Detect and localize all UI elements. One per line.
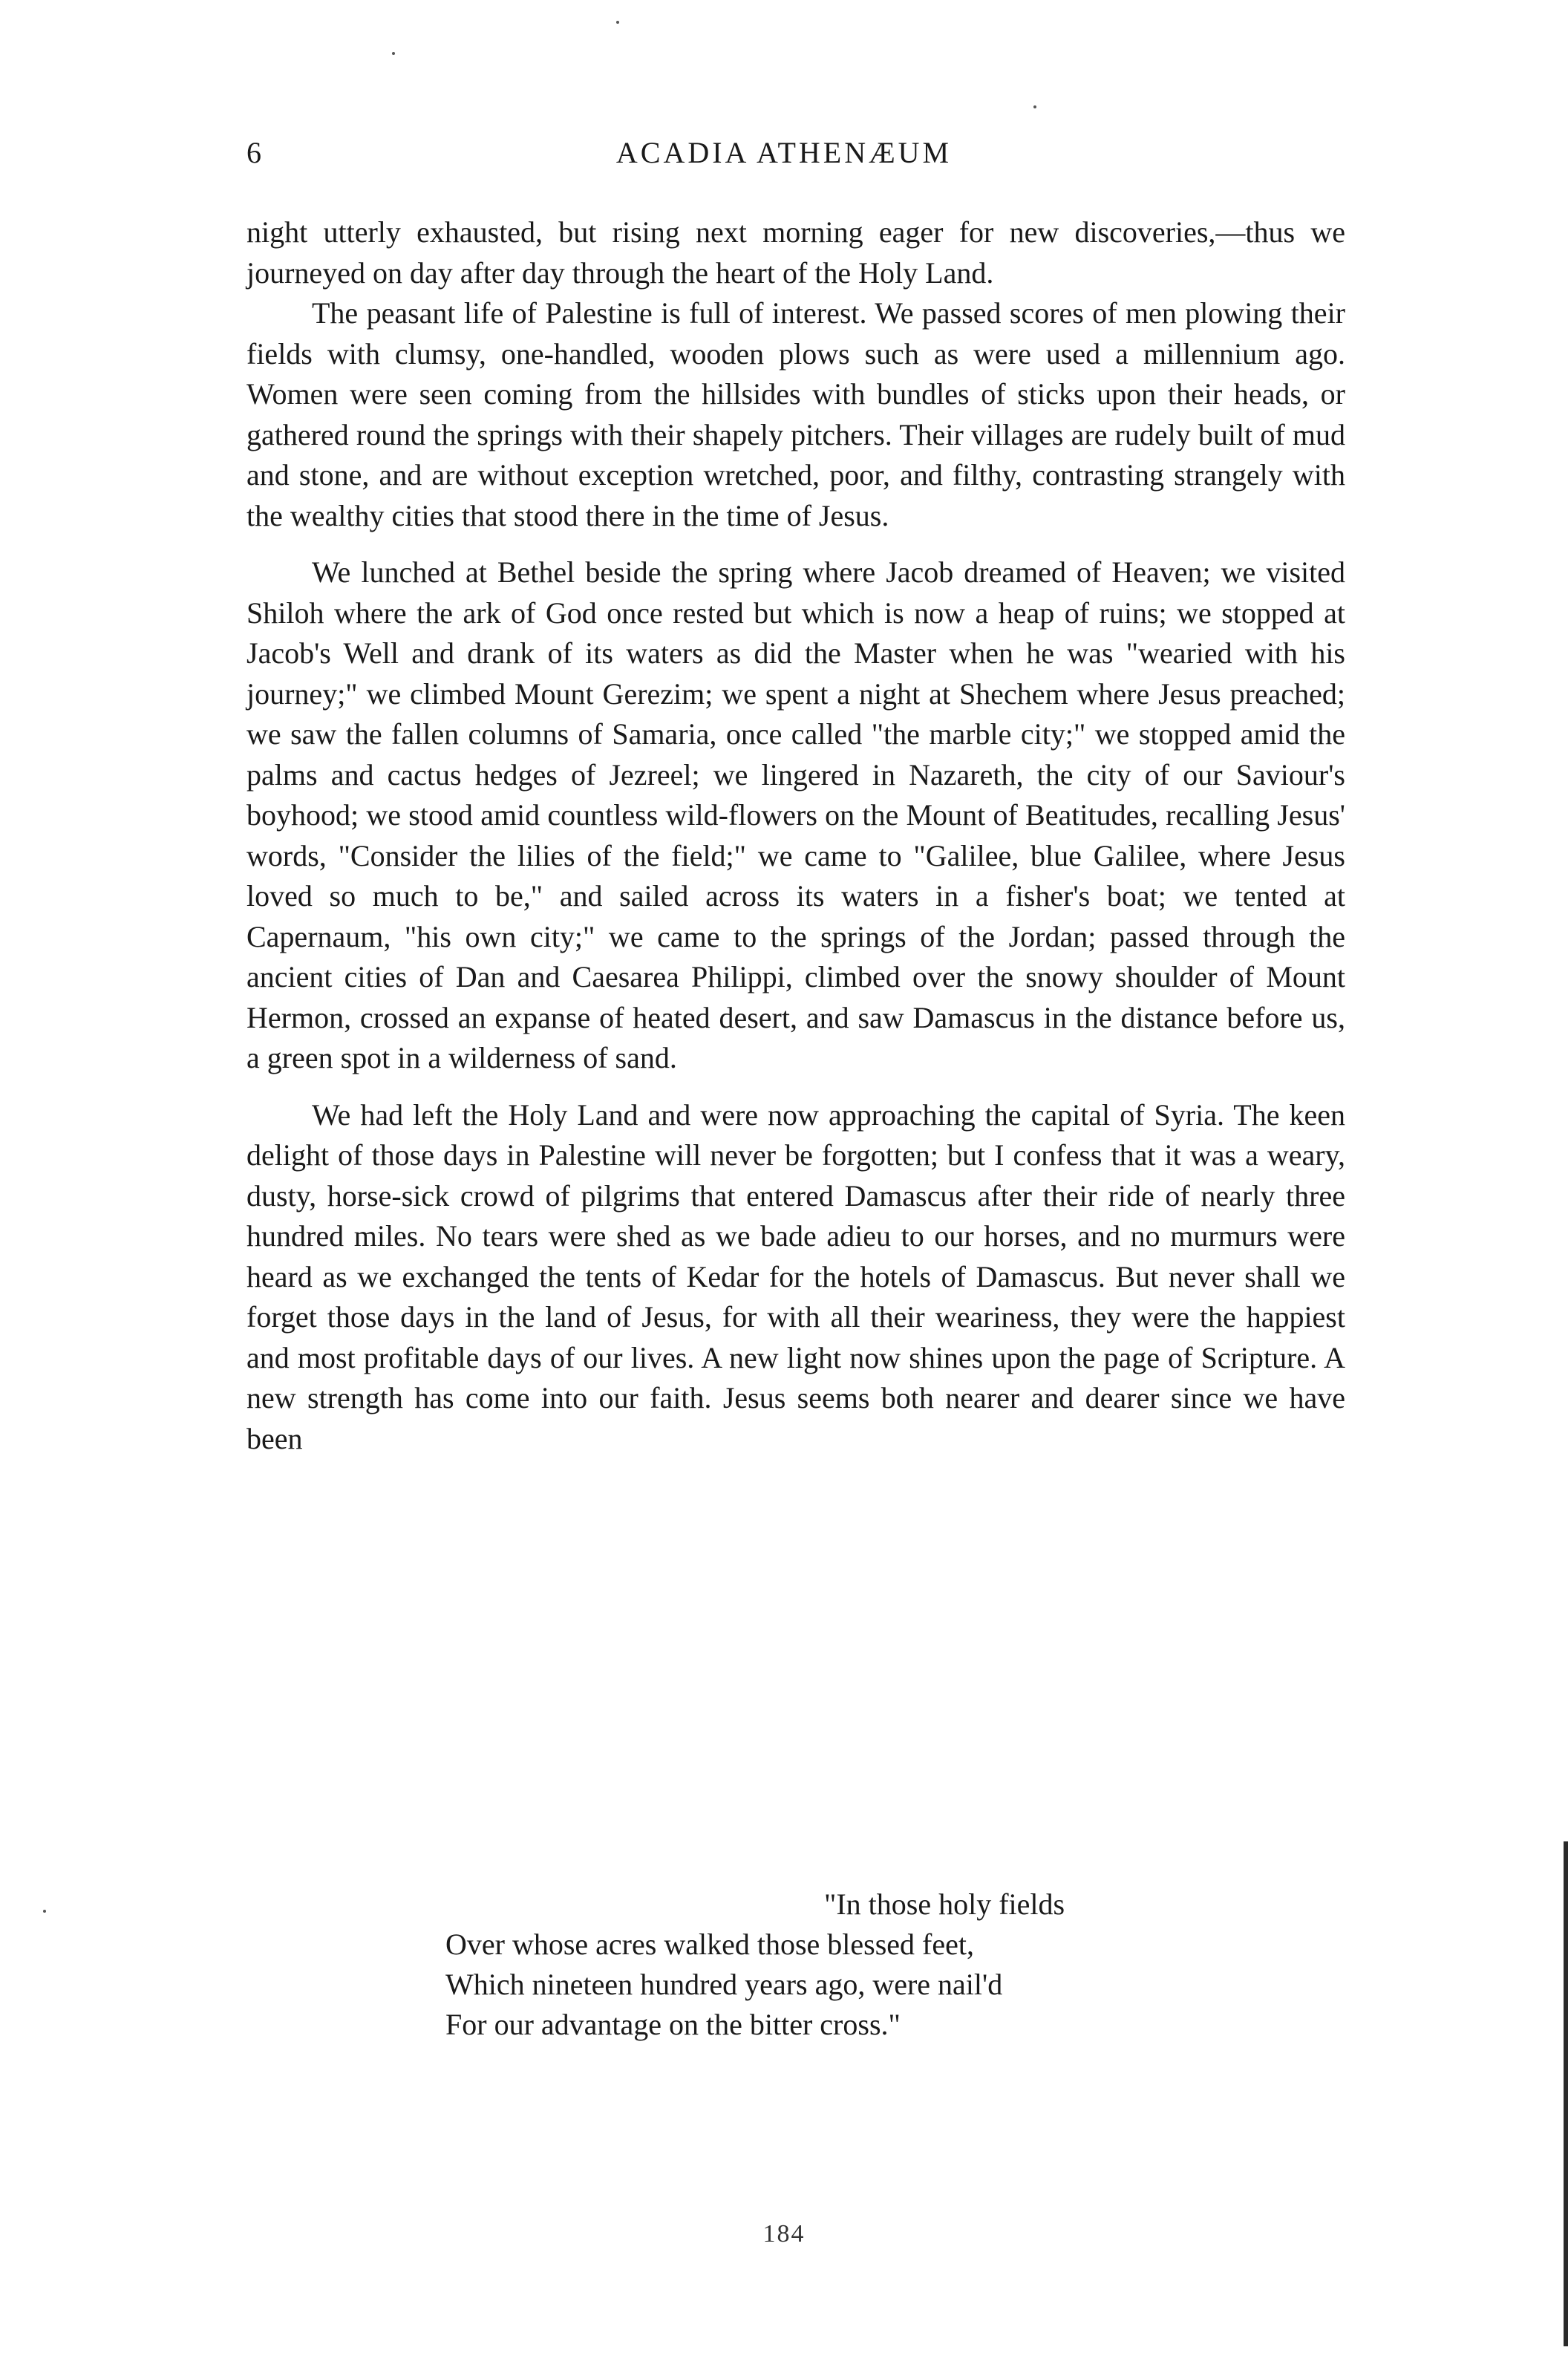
scan-speck (616, 21, 619, 24)
scan-edge-shadow (1564, 1841, 1568, 2346)
page-header (0, 131, 1568, 175)
running-title: ACADIA ATHENÆUM (615, 136, 953, 169)
scan-speck (392, 52, 395, 55)
poem-line: "In those holy fields (824, 1887, 1065, 1921)
folio-number: 184 (762, 2220, 806, 2248)
scan-speck (1033, 105, 1036, 108)
poem-line: For our advantage on the bitter cross." (445, 2008, 901, 2041)
paragraph-journey: We lunched at Bethel beside the spring where Jacob dreamed of Heaven; we visited Shiloh where the ark of God once rested but which is now a heap of ruins; we stopped at Jacob's Well and drank of its waters as did the Master when he was "wearied with his journey;" we climbed Mount Gerezim; we spent a night at Shechem where Jesus preached; we saw the fallen columns of Samaria, once called "the marble city;" we stopped amid the palms and cactus hedges of Jezreel; we lingered in Nazareth, the city of our Saviour's boyhood; we stood amid countless wild-flowers on the Mount of Beatitudes, recalling Jesus' words, "Consider the lilies of the field;" we came to "Galilee, blue Galilee, where Jesus loved so much to be," and sailed across its waters in a fisher's boat; we tented at Capernaum, "his own city;" we came to the springs of the Jordan; passed through the ancient cities of Dan and Caesarea Philippi, climbed over the snowy shoulder of Mount Hermon, crossed an expanse of heated desert, and saw Damascus in the distance before us, a green spot in a wilderness of sand. (246, 555, 1345, 1074)
page-number: 6 (246, 136, 261, 169)
paragraph-continuation: night utterly exhausted, but rising next morning eager for new discoveries,—thus we journeyed on day after day through the heart of the Holy Land. (246, 215, 1345, 290)
poem-quotation (445, 1884, 1262, 2045)
article-body (246, 212, 1345, 1459)
scan-speck (43, 1910, 46, 1913)
poem-line: Which nineteen hundred years ago, were nail'd (445, 1968, 1003, 2001)
poem-line: Over whose acres walked those blessed feet, (445, 1928, 974, 1961)
paragraph-peasant-life: The peasant life of Palestine is full of interest. We passed scores of men plowing their fields with clumsy, one-handled, wooden plows such as were used a millennium ago. Women were seen coming from the hillsides with bundles of sticks upon their heads, or gathered round the springs with their shapely pitchers. Their villages are rudely built of mud and stone, and are without exception wretched, poor, and filthy, contrasting strangely with the wealthy cities that stood there in the time of Jesus. (246, 296, 1345, 532)
paragraph-damascus: We had left the Holy Land and were now approaching the capital of Syria. The keen delight of those days in Palestine will never be forgotten; but I confess that it was a weary, dusty, horse-sick crowd of pilgrims that entered Damascus after their ride of nearly three hundred miles. No tears were shed as we bade adieu to our horses, and no murmurs were heard as we exchanged the tents of Kedar for the hotels of Damascus. But never shall we forget those days in the land of Jesus, for with all their weariness, they were the happiest and most profitable days of our lives. A new light now shines upon the page of Scripture. A new strength has come into our faith. Jesus seems both nearer and dearer since we have been (246, 1097, 1345, 1455)
